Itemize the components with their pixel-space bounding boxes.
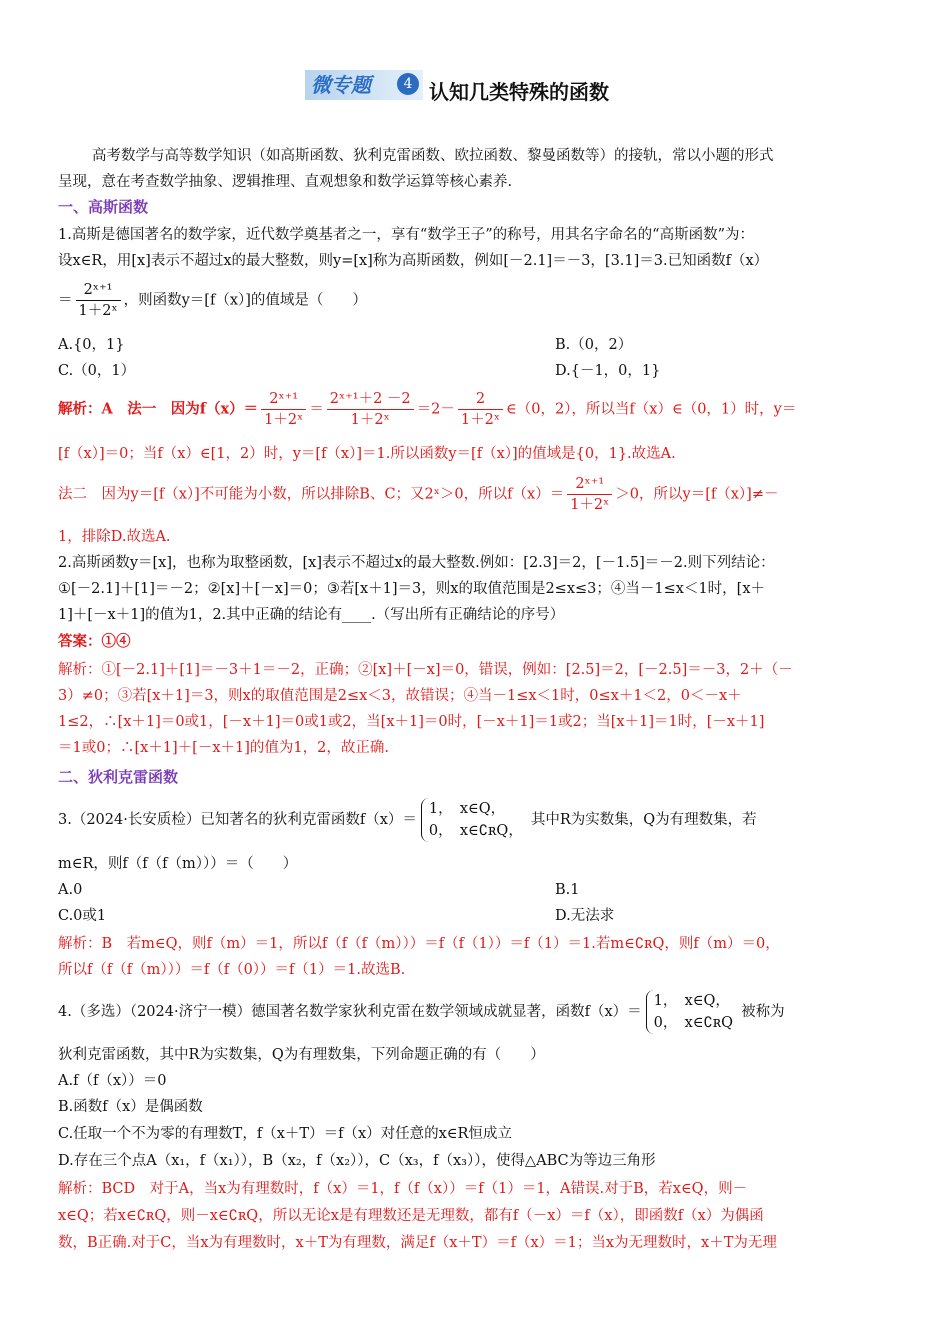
fraction: $\frac{\text{2ˣ⁺¹＋2 －2}}{\text{1＋2ˣ}}$ [327, 389, 414, 430]
a2-line-4: ＝1或0；∴[x＋1]＋[－x＋1]的值为1，2，故正确. [58, 740, 389, 756]
q2-line-2: ①[－2.1]＋[1]＝－2；②[x]＋[－x]＝0；③若[x＋1]＝3，则x的取值范围是2≤x≤3；④当－1≤x＜1时，[x＋ [58, 581, 765, 597]
q1-option-b: B.（0，2） [555, 337, 633, 353]
q4-option-b: B.函数f（x）是偶函数 [58, 1099, 203, 1115]
a4-line-1: 解析：BCD 对于A，当x为有理数时，f（x）＝1，f（f（x））＝f（1）＝1，A错误.对于B，若x∈Q，则－ [58, 1181, 748, 1197]
intro-line-1: 高考数学与高等数学知识（如高斯函数、狄利克雷函数、欧拉函数、黎曼函数等）的接轨，常以小题的形式 [92, 148, 774, 164]
a2-line-1: 解析：①[－2.1]＋[1]＝－3＋1＝－2，正确；②[x]＋[－x]＝0，错误，例如：[2.5]＝2，[－2.5]＝－3，2＋（－ [58, 662, 793, 678]
q4-line-2: 狄利克雷函数，其中R为实数集，Q为有理数集，下列命题正确的有（ ） [58, 1047, 545, 1063]
q3-option-d: D.无法求 [555, 908, 615, 924]
q3-option-c: C.0或1 [58, 908, 107, 924]
a1-line-4: 1，排除D.故选A. [58, 529, 171, 545]
piecewise-brace: 1， x∈Q， 0， x∈∁ʀQ， [421, 798, 527, 842]
fraction: $\frac{2}{\text{1＋2ˣ}}$ [458, 389, 503, 430]
q1-line-3: ＝ $\frac{\text{2ˣ⁺¹}}{\text{1＋2ˣ}}$ ，则函数y＝[f（x）]的值域是（ ） [58, 282, 367, 319]
q1-option-c: C.（0，1） [58, 363, 136, 379]
fraction: $\frac{\text{2ˣ⁺¹}}{\text{1＋2ˣ}}$ [567, 474, 612, 515]
a1-line-3: 法二 因为y＝[f（x）]不可能为小数，所以排除B、C；又2ˣ＞0，所以f（x）＝ $\frac{\text{2ˣ⁺¹}}{\text{1＋2ˣ}}$ ＞0，所以y＝[f（x）]≠－ [58, 476, 779, 513]
q4-option-d: D.存在三个点A（x₁，f（x₁）），B（x₂，f（x₂）），C（x₃，f（x₃）），使得△ABC为等边三角形 [58, 1153, 656, 1169]
q4-option-c: C.任取一个不为零的有理数T，f（x＋T）＝f（x）对任意的x∈R恒成立 [58, 1126, 512, 1142]
answer-2: 答案：①④ [58, 633, 131, 650]
topic-number: 4 [397, 73, 419, 95]
q4-line-1: 4.（多选）（2024·济宁一模）德国著名数学家狄利克雷在数学领域成就显著，函数f（x）＝ 1， x∈Q， 0， x∈∁ʀQ 被称为 [58, 990, 785, 1034]
q2-line-1: 2.高斯函数y＝[x]，也称为取整函数，[x]表示不超过x的最大整数.例如：[2.3]＝2，[－1.5]＝－2.则下列结论： [58, 555, 775, 571]
a2-line-3: 1≤2，∴[x＋1]＝0或1，[－x＋1]＝0或1或2，当[x＋1]＝0时，[－x＋1]＝1或2；当[x＋1]＝1时，[－x＋1] [58, 714, 765, 730]
q1-option-a: A.{0，1} [58, 337, 125, 353]
fraction: $\frac{\text{2ˣ⁺¹}}{\text{1＋2ˣ}}$ [261, 389, 306, 430]
fraction: $\frac{\text{2ˣ⁺¹}}{\text{1＋2ˣ}}$ [76, 280, 121, 321]
q3-line-2: m∈R，则f（f（f（m）））＝（ ） [58, 856, 298, 872]
section-heading-gauss: 一、高斯函数 [58, 198, 149, 216]
a1-line-1: 解析：A 法一 因为f（x）＝ $\frac{\text{2ˣ⁺¹}}{\text{1＋2ˣ}}$ ＝ $\frac{\text{2ˣ⁺¹＋2 －2}}{\text{1＋2ˣ}}$ ＝2－ $\frac{2}{\text{1＋2ˣ}}$ ∈（0，2），所以当f（x）∈（0，1）时，y＝ [58, 391, 797, 428]
q3-option-b: B.1 [555, 882, 580, 898]
q3-line-1: 3.（2024·长安质检）已知著名的狄利克雷函数f（x）＝ 1， x∈Q， 0， x∈∁ʀQ， 其中R为实数集，Q为有理数集，若 [58, 798, 757, 842]
q3-option-a: A.0 [58, 882, 83, 898]
q1-option-d: D.{－1，0，1} [555, 363, 661, 379]
q4-option-a: A.f（f（x））＝0 [58, 1073, 167, 1089]
intro-line-2: 呈现，意在考查数学抽象、逻辑推理、直观想象和数学运算等核心素养. [58, 174, 513, 190]
a4-line-3: 数，B正确.对于C，当x为有理数时，x＋T为有理数，满足f（x＋T）＝f（x）＝1；当x为无理数时，x＋T为无理 [58, 1235, 777, 1251]
q1-line-2: 设x∈R，用[x]表示不超过x的最大整数，则y=[x]称为高斯函数，例如[－2.1]＝－3，[3.1]＝3.已知函数f（x） [58, 253, 769, 269]
a1-line-2: [f（x）]＝0；当f（x）∈[1，2）时，y＝[f（x）]＝1.所以函数y＝[f（x）]的值域是{0，1}.故选A. [58, 446, 676, 462]
section-heading-dirichlet: 二、狄利克雷函数 [58, 768, 179, 786]
a2-line-2: 3）≠0；③若[x＋1]＝3，则x的取值范围是2≤x＜3，故错误；④当－1≤x＜1时，0≤x＋1＜2，0＜－x＋ [58, 688, 742, 704]
q2-line-3: 1]＋[－x＋1]的值为1，2.其中正确的结论有____.（写出所有正确结论的序号） [58, 607, 565, 623]
page-title: 认知几类特殊的函数 [429, 80, 609, 104]
a3-line-1: 解析：B 若m∈Q，则f（m）＝1，所以f（f（f（m）））＝f（f（1））＝f（1）＝1.若m∈∁ʀQ，则f（m）＝0， [58, 936, 780, 952]
a3-line-2: 所以f（f（f（m）））＝f（f（0））＝f（1）＝1.故选B. [58, 962, 406, 978]
topic-badge: 微专题 [305, 70, 423, 100]
q1-line-1: 1.高斯是德国著名的数学家，近代数学奠基者之一，享有“数学王子”的称号，用其名字命名的“高斯函数”为： [58, 227, 754, 243]
piecewise-brace: 1， x∈Q， 0， x∈∁ʀQ [646, 990, 737, 1034]
a4-line-2: x∈Q；若x∈∁ʀQ，则－x∈∁ʀQ，所以无论x是有理数还是无理数，都有f（－x）＝f（x），即函数f（x）为偶函 [58, 1208, 764, 1224]
